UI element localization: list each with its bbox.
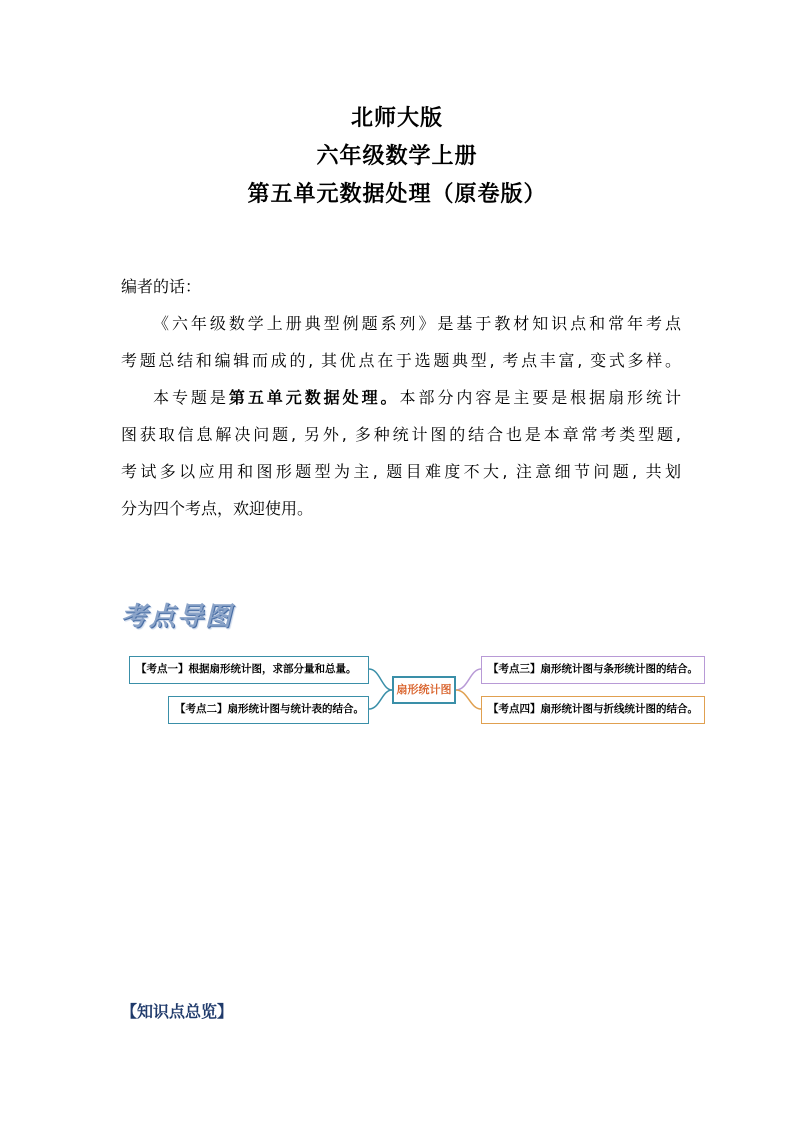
mindmap-node-2: 【考点二】扇形统计图与统计表的结合。 — [168, 696, 369, 724]
para2-line4: 分为四个考点，欢迎使用。 — [121, 499, 314, 518]
para2-prefix: 本专题是 — [153, 388, 229, 407]
mindmap-center: 扇形统计图 — [392, 676, 456, 704]
editor-note-label: 编者的话： — [121, 277, 202, 296]
connector-2 — [369, 690, 392, 709]
para2-line2: 图获取信息解决问题, 另外, 多种统计图的结合也是本章常考类型题, — [121, 425, 681, 444]
connector-4 — [456, 690, 481, 709]
para2-line1 — [121, 379, 681, 416]
title-grade: 六年级数学上册 — [316, 144, 478, 169]
title-unit: 第五单元数据处理（原卷版） — [247, 182, 547, 207]
para2-line3: 考试多以应用和图形题型为主, 题目难度不大, 注意细节问题, 共划 — [121, 462, 681, 481]
mindmap-heading: 考点导图 — [121, 602, 234, 632]
para1-line1: 《六年级数学上册典型例题系列》是基于教材知识点和常年考点 — [153, 314, 681, 333]
mindmap-node-3: 【考点三】扇形统计图与条形统计图的结合。 — [481, 656, 705, 684]
title-publisher: 北师大版 — [350, 106, 443, 131]
para1-line2: 考题总结和编辑而成的, 其优点在于选题典型, 考点丰富, 变式多样。 — [121, 351, 681, 370]
document-title — [0, 100, 794, 214]
editor-note — [121, 268, 681, 527]
mindmap-node-1: 【考点一】根据扇形统计图，求部分量和总量。 — [129, 656, 369, 684]
connector-1 — [369, 669, 392, 690]
para2-rest: 本部分内容是主要是根据扇形统计 — [399, 388, 681, 407]
knowledge-overview-heading: 【知识点总览】 — [121, 1002, 234, 1021]
mindmap-node-4: 【考点四】扇形统计图与折线统计图的结合。 — [481, 696, 705, 724]
connector-3 — [456, 669, 481, 690]
para2-bold: 第五单元数据处理。 — [228, 388, 400, 407]
